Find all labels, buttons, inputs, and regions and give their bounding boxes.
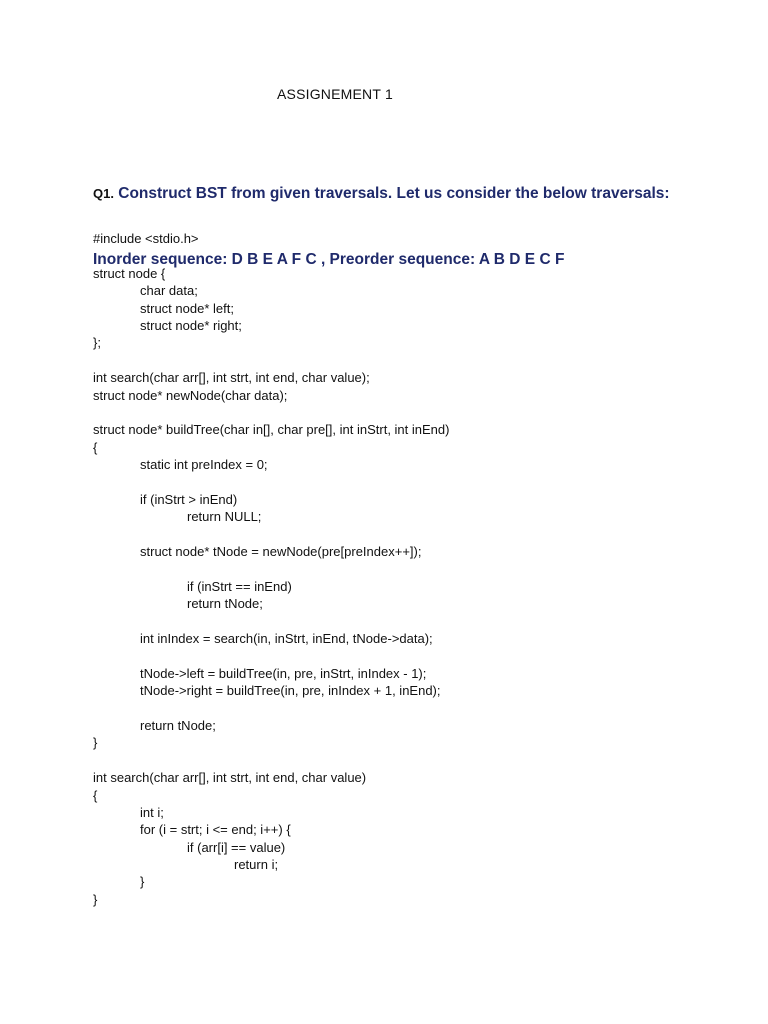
document-title: ASSIGNEMENT 1: [277, 86, 393, 102]
code-line: [93, 473, 449, 490]
code-line: {: [93, 439, 98, 455]
code-line: if (inStrt > inEnd): [140, 491, 238, 507]
code-line: return tNode;: [140, 717, 216, 733]
code-line: if (inStrt == inEnd): [187, 578, 292, 594]
code-line: return tNode;: [187, 596, 263, 612]
code-line: [93, 752, 449, 769]
code-line: }: [93, 891, 98, 907]
question-line-1: [93, 183, 670, 205]
code-line: }: [93, 735, 98, 751]
code-line: tNode->right = buildTree(in, pre, inIndex + 1, inEnd);: [140, 683, 441, 699]
code-line: static int preIndex = 0;: [140, 457, 268, 473]
code-line: struct node* right;: [140, 317, 242, 333]
code-line: struct node* newNode(char data);: [93, 387, 288, 403]
code-line: return NULL;: [187, 509, 262, 525]
code-line: return i;: [234, 857, 279, 873]
code-line: struct node* buildTree(char in[], char pre[], int inStrt, int inEnd): [93, 422, 450, 438]
code-line: };: [93, 335, 101, 351]
code-line: tNode->left = buildTree(in, pre, inStrt, inIndex - 1);: [140, 665, 427, 681]
code-line: [93, 247, 449, 264]
question-line-2: Inorder sequence: D B E A F C , Preorder sequence: A B D E C F: [93, 251, 565, 268]
code-line: [93, 700, 449, 717]
question-label: Q1.: [93, 186, 114, 201]
code-line: int i;: [140, 804, 164, 820]
code-line: struct node* left;: [140, 300, 234, 316]
code-line: int search(char arr[], int strt, int end, char value): [93, 770, 367, 786]
code-line: struct node* tNode = newNode(pre[preIndex++]);: [140, 544, 422, 560]
code-line: [93, 560, 449, 577]
code-line: struct node {: [93, 265, 166, 281]
code-line: int inIndex = search(in, inStrt, inEnd, tNode->data);: [140, 630, 433, 646]
code-line: [93, 647, 449, 664]
code-line: char data;: [140, 283, 198, 299]
code-line: }: [140, 874, 145, 890]
code-line: {: [93, 787, 98, 803]
code-line: #include <stdio.h>: [93, 231, 199, 246]
code-line: [93, 352, 449, 369]
code-line: if (arr[i] == value): [187, 839, 286, 855]
question-text: Construct BST from given traversals. Let us consider the below traversals:: [113, 185, 670, 202]
code-line: [93, 613, 449, 630]
code-block: [93, 230, 449, 908]
code-line: int search(char arr[], int strt, int end, char value);: [93, 370, 370, 386]
code-line: for (i = strt; i <= end; i++) {: [140, 822, 291, 838]
code-line: [93, 404, 449, 421]
code-line: [93, 526, 449, 543]
